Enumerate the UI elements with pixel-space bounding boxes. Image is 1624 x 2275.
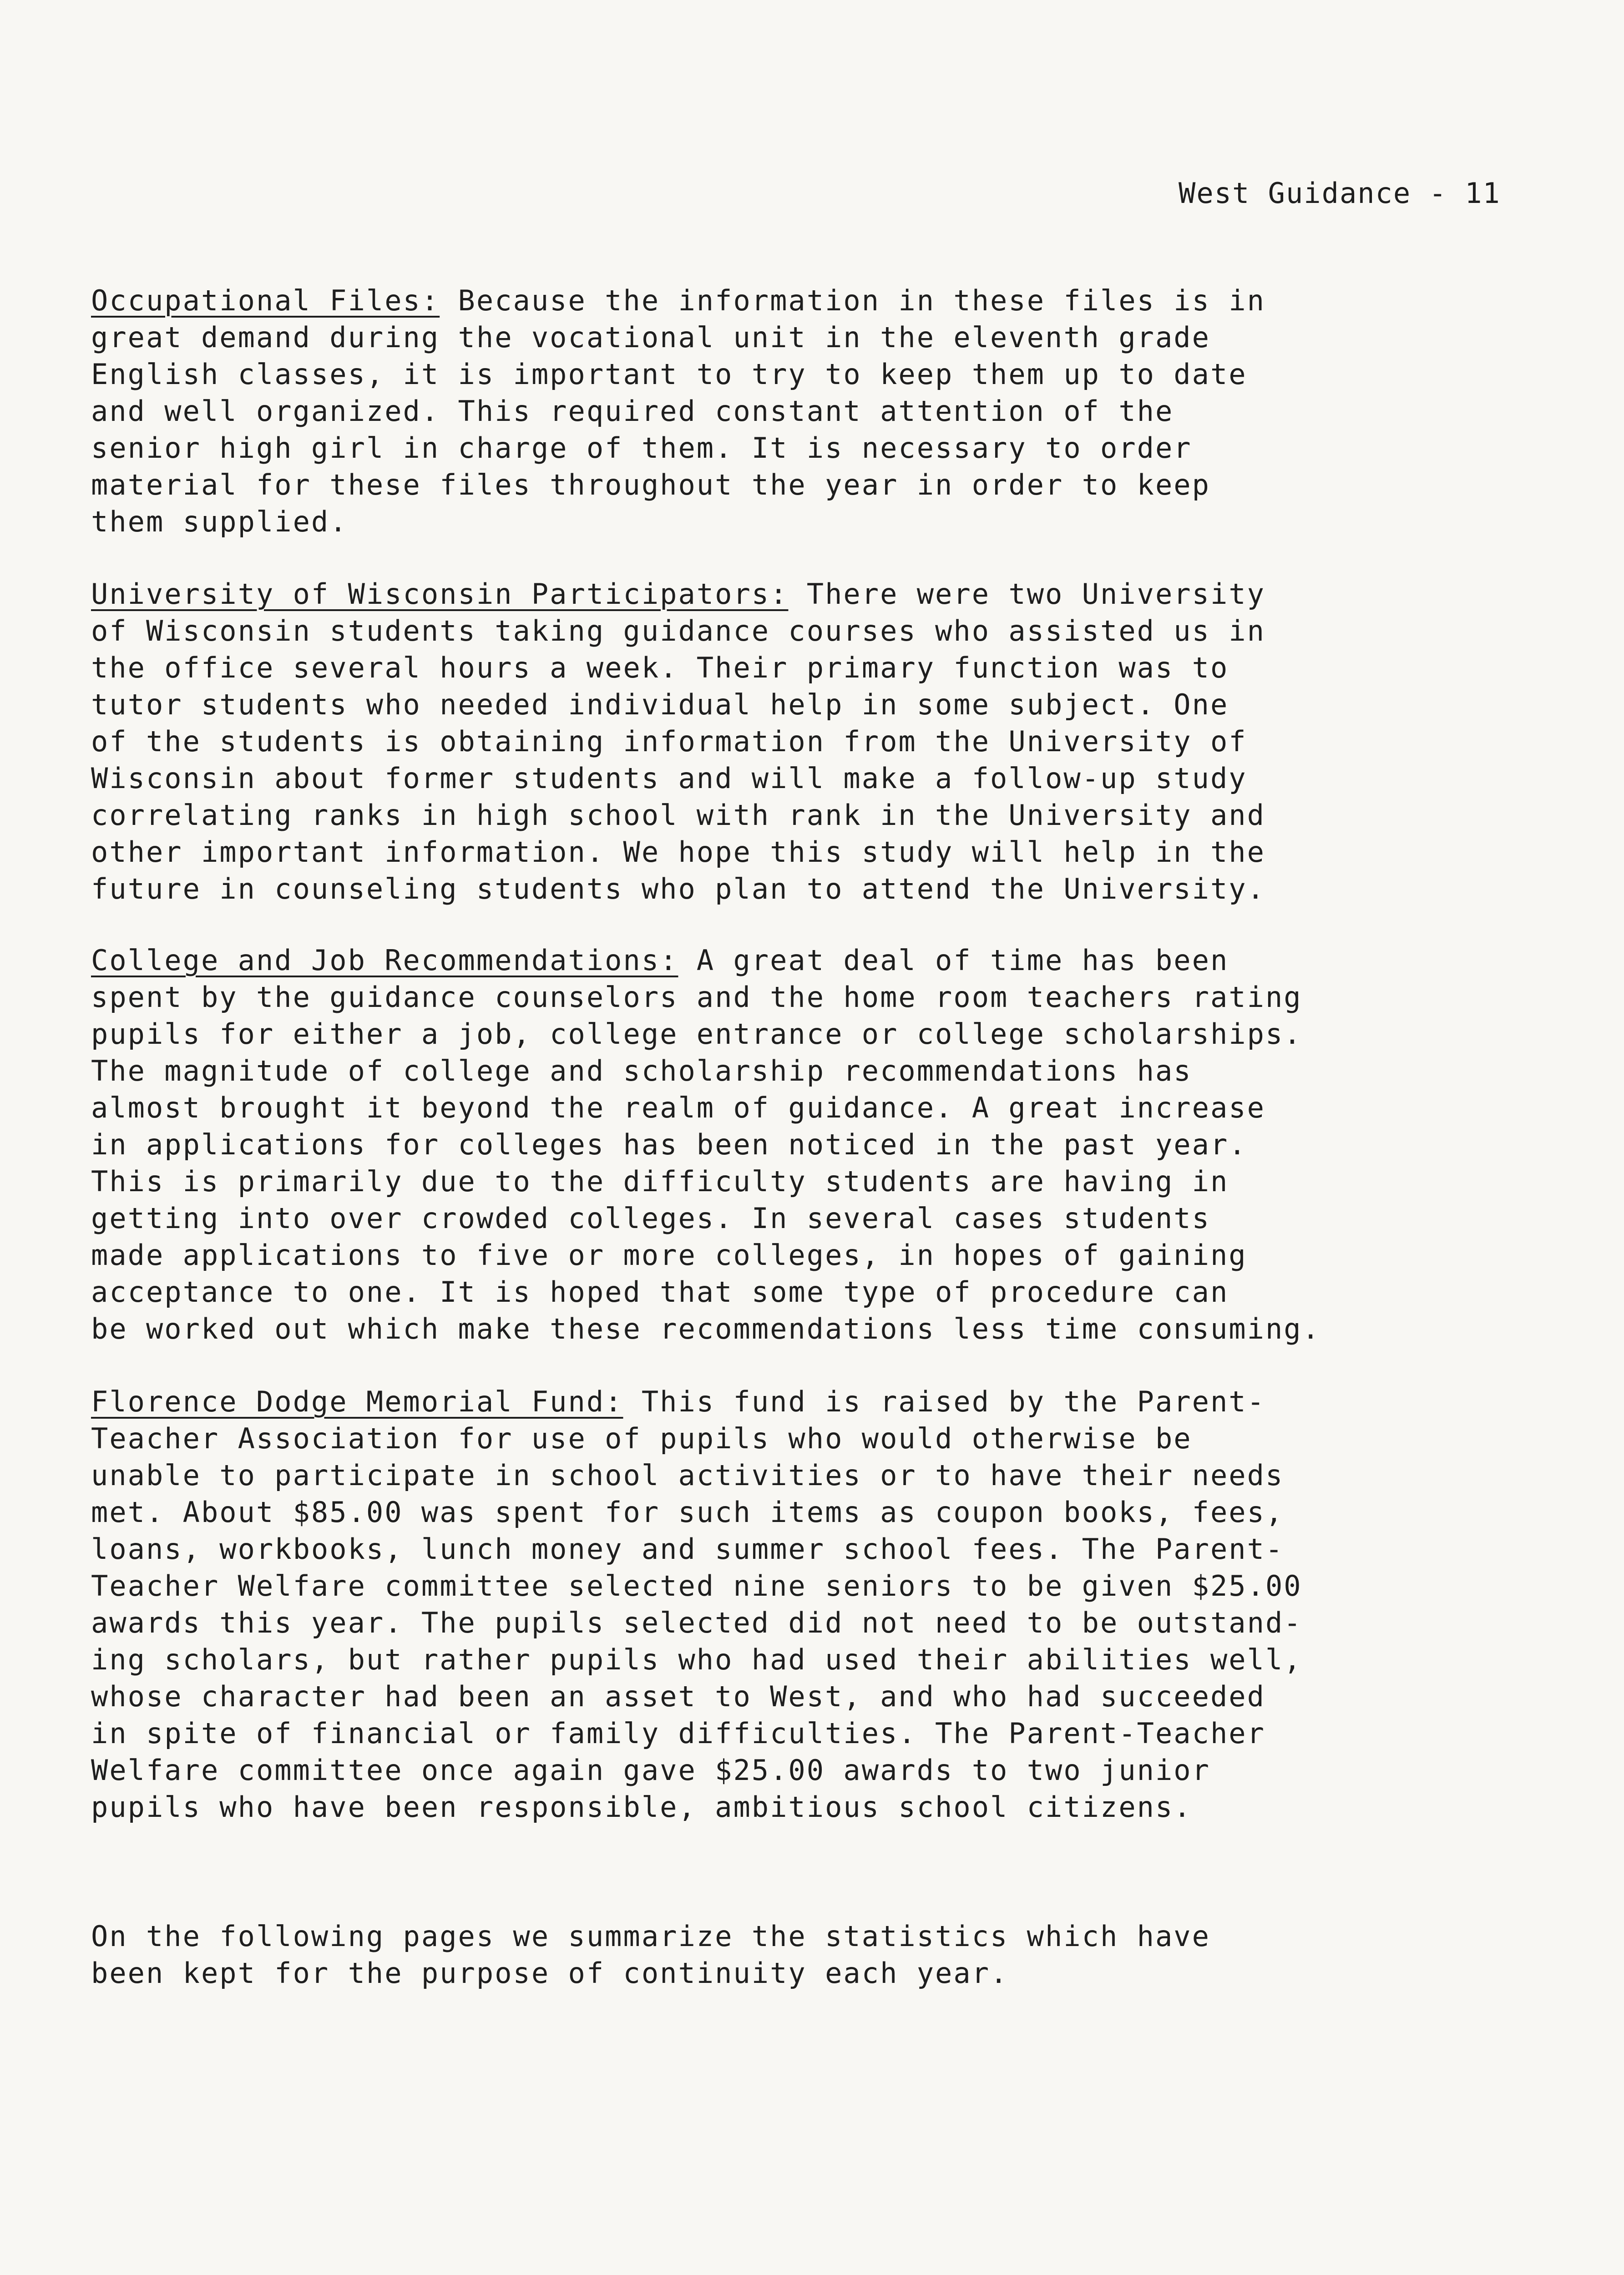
paragraph-text: A great deal of time has been (678, 944, 1229, 977)
paragraph-text: Because the information in these files is in (440, 284, 1265, 317)
paragraph-line: pupils who have been responsible, ambitious school citizens. (91, 1790, 1192, 1824)
section-heading: Occupational Files: (91, 284, 440, 317)
paragraph-line: made applications to five or more colleges, in hopes of gaining (91, 1239, 1247, 1272)
paragraph-line: in applications for colleges has been noticed in the past year. (91, 1128, 1247, 1161)
paragraph-line (91, 576, 1547, 612)
paragraph-line (91, 942, 1547, 979)
paragraph-line: spent by the guidance counselors and the home room teachers rating (91, 981, 1302, 1014)
section-florence-dodge-memorial-fund (91, 1383, 1547, 1825)
section-heading: University of Wisconsin Participators: (91, 577, 789, 611)
paragraph-line: and well organized. This required constant attention of the (91, 394, 1174, 428)
paragraph-line: Welfare committee once again gave $25.00 awards to two junior (91, 1754, 1210, 1787)
paragraph-line: met. About $85.00 was spent for such items as coupon books, fees, (91, 1496, 1284, 1529)
paragraph-line: of the students is obtaining information from the University of (91, 725, 1247, 758)
running-head: West Guidance - 11 (1179, 177, 1501, 210)
paragraph-line: English classes, it is important to try to keep them up to date (91, 358, 1247, 391)
paragraph-line: Wisconsin about former students and will make a follow-up study (91, 762, 1247, 795)
paragraph-line: them supplied. (91, 505, 348, 538)
paragraph-line: On the following pages we summarize the statistics which have (91, 1920, 1210, 1953)
paragraph-line: Teacher Association for use of pupils who would otherwise be (91, 1422, 1192, 1455)
paragraph-line: been kept for the purpose of continuity each year. (91, 1956, 1009, 1990)
paragraph-line: of Wisconsin students taking guidance courses who assisted us in (91, 614, 1265, 647)
paragraph-line: be worked out which make these recommendations less time consuming. (91, 1312, 1320, 1345)
paragraph-line: almost brought it beyond the realm of guidance. A great increase (91, 1091, 1265, 1124)
paragraph-line: Teacher Welfare committee selected nine seniors to be given $25.00 (91, 1569, 1302, 1603)
paragraph-line: getting into over crowded colleges. In several cases students (91, 1202, 1210, 1235)
paragraph-line: pupils for either a job, college entrance or college scholarships. (91, 1017, 1302, 1051)
paragraph-line (91, 1383, 1547, 1420)
paragraph-line: in spite of financial or family difficulties. The Parent-Teacher (91, 1717, 1265, 1750)
paragraph-line: great demand during the vocational unit in the eleventh grade (91, 321, 1210, 354)
section-heading: College and Job Recommendations: (91, 944, 678, 977)
paragraph-line: tutor students who needed individual help in some subject. One (91, 688, 1229, 721)
paragraph-line: correlating ranks in high school with rank in the University and (91, 799, 1265, 832)
section-university-of-wisconsin (91, 576, 1547, 907)
section-heading: Florence Dodge Memorial Fund: (91, 1385, 623, 1418)
paragraph-line: awards this year. The pupils selected did not need to be outstand- (91, 1606, 1302, 1639)
section-occupational-files (91, 282, 1547, 540)
paragraph-line: ing scholars, but rather pupils who had used their abilities well, (91, 1643, 1302, 1676)
section-college-job-recommendations (91, 942, 1547, 1347)
paragraph-line: loans, workbooks, lunch money and summer school fees. The Parent- (91, 1532, 1284, 1566)
paragraph-line: This is primarily due to the difficulty students are having in (91, 1165, 1229, 1198)
paragraph-line: material for these files throughout the year in order to keep (91, 468, 1210, 501)
paragraph-line (91, 282, 1547, 319)
paragraph-text: This fund is raised by the Parent- (623, 1385, 1265, 1418)
paragraph-line: other important information. We hope this study will help in the (91, 835, 1265, 869)
paragraph-line: future in counseling students who plan to attend the University. (91, 872, 1265, 905)
paragraph-line: the office several hours a week. Their primary function was to (91, 651, 1229, 684)
paragraph-line: whose character had been an asset to West, and who had succeeded (91, 1680, 1265, 1713)
paragraph-line: senior high girl in charge of them. It is necessary to order (91, 431, 1192, 465)
paragraph-line: unable to participate in school activities or to have their needs (91, 1459, 1284, 1492)
closing-paragraph (91, 1918, 1547, 1992)
paragraph-line: The magnitude of college and scholarship recommendations has (91, 1054, 1192, 1087)
paragraph-line: acceptance to one. It is hoped that some type of procedure can (91, 1275, 1229, 1309)
paragraph-text: There were two University (788, 577, 1265, 611)
